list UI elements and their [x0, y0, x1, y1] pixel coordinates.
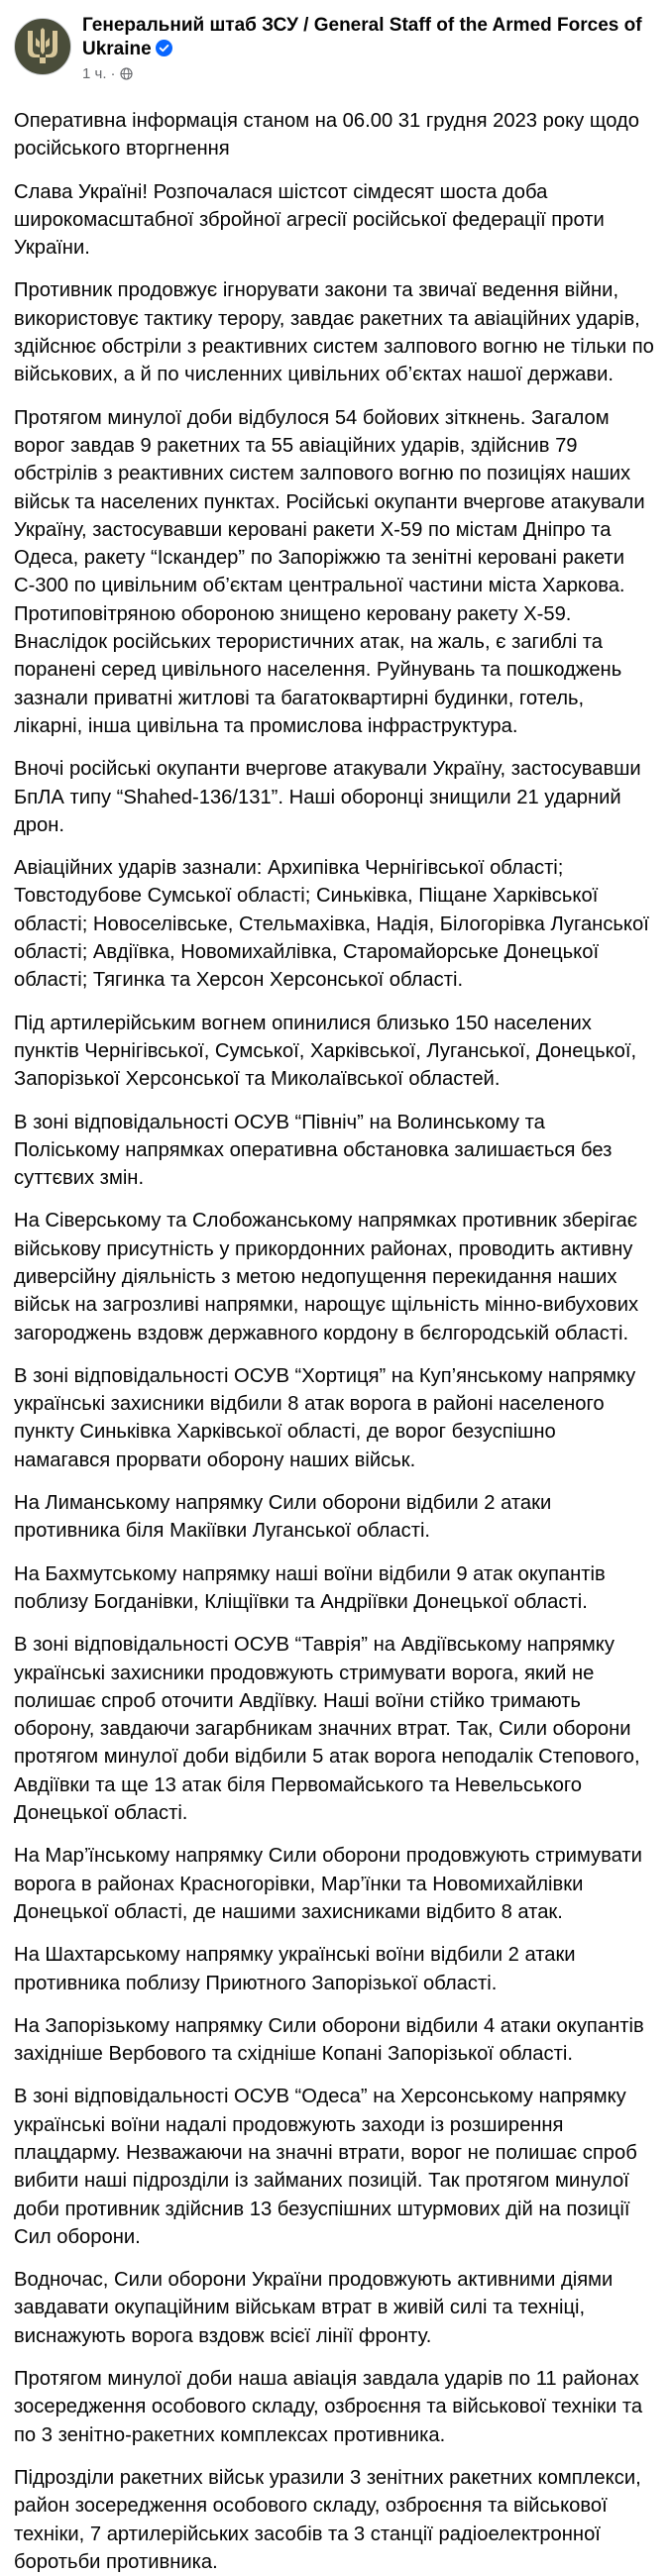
- post-paragraph: Оперативна інформація станом на 06.00 31 грудня 2023 року щодо російського вторгнення: [14, 110, 640, 161]
- post-header: [14, 14, 655, 93]
- post-paragraph: Вночі російські окупанти вчергове атакували Україну, застосувавши БпЛА типу “Shahed-136/131”. Наші оборонці знищили 21 ударний дрон.: [14, 758, 641, 836]
- post-meta: [82, 65, 655, 82]
- post-paragraph: Водночас, Сили оборони України продовжують активними діями завдавати окупаційним військам втрат в живій силі та техніці, виснажують ворога вздовж всієї лінії фронту.: [14, 2269, 614, 2347]
- post-paragraph: Слава Україні! Розпочалася шістсот сімдесят шоста доба широкомасштабної збройної агресії російської федерації проти України.: [14, 180, 605, 260]
- post-paragraph: В зоні відповідальності ОСУВ “Одеса” на Херсонському напрямку українські воїни надалі продовжують заходи із розширення плацдарму. Незважаючи на значні втрати, ворог не полишає спроб вибити наші підрозділи із займаних позицій. Так протягом минулої доби противник здійснив 13 безуспішних штурмових дій на позиції Сил оборони.: [14, 2086, 637, 2248]
- post-paragraph: На Лиманському напрямку Сили оборони відбили 2 атаки противника біля Макіївки Луганської області.: [14, 1492, 552, 1543]
- post-paragraph: В зоні відповідальності ОСУВ “Таврія” на Авдіївському напрямку українські захисники продовжують стримувати ворога, який не полишає спроб оточити Авдіївку. Наші воїни стійко тримають оборону, завдаючи загарбникам значних втрат. Так, Сили оборони протягом минулої доби відбили 5 атак ворога неподалік Степового, Авдіївки та ще 13 атак біля Первомайського та Невельського Донецької області.: [14, 1634, 640, 1825]
- post-paragraph: На Шахтарському напрямку українські воїни відбили 2 атаки противника поблизу Приютного Запорізької області.: [14, 1944, 576, 1994]
- post-paragraph: Протягом минулої доби наша авіація завдала ударів по 11 районах зосередження особового складу, озброєння та військової техніки та по 3 зенітно-ракетних комплексах противника.: [14, 2368, 643, 2446]
- trident-emblem-icon: [26, 28, 59, 65]
- page-name-link[interactable]: Генеральний штаб ЗСУ / General Staff of the Armed Forces of Ukraine: [82, 15, 642, 59]
- header-text: [82, 14, 655, 82]
- post-paragraph: На Сіверському та Слобожанському напрямках противник зберігає військову присутність у прикордонних районах, проводить активну диверсійну діяльність з метою недопущення перекидання наших військ на загрозливі напрямки, нарощує щільність мінно-вибухових загороджень вздовж державного кордону в бєлгородській області.: [14, 1210, 639, 1344]
- avatar[interactable]: [14, 18, 71, 75]
- post-paragraph: На Бахмутському напрямку наші воїни відбили 9 атак окупантів поблизу Богданівки, Кліщіївки та Андріївки Донецької області.: [14, 1562, 606, 1613]
- post-paragraph: Протягом минулої доби відбулося 54 бойових зіткнень. Загалом ворог завдав 9 ракетних та 55 авіаційних ударів, здійснив 79 обстрілів з реактивних систем залпового вогню по позиціях наших військ та населених пунктах. Російські окупанти вчергове атакували Україну, застосувавши керовані ракети Х-59 по містам Дніпро та Одеса, ракету “Іскандер” по Запоріжжю та зенітні керовані ракети С-300 по цивільним об’єктам центральної частини міста Харкова. Протиповітряною обороною знищено керовану ракету Х-59. Внаслідок російських терористичних атак, на жаль, є загиблі та поранені серед цивільного населення. Руйнувань та пошкоджень зазнали приватні житлові та багатоквартирні будинки, готель, лікарні, інша цивільна та промислова інфраструктура.: [14, 406, 645, 737]
- meta-separator: ·: [110, 65, 116, 82]
- post-paragraph: Авіаційних ударів зазнали: Архипівка Чернігівської області; Товстодубове Сумської області; Синьківка, Піщане Харківської області; Новоселівське, Стельмахівка, Надія, Білогорівка Луганської області; Авдіївка, Новомихайлівка, Старомайорське Донецької області; Тягинка та Херсон Херсонської області.: [14, 857, 649, 992]
- post-paragraph: На Запорізькому напрямку Сили оборони відбили 4 атаки окупантів західніше Вербового та східніше Копані Запорізької області.: [14, 2014, 644, 2066]
- post-body: [14, 107, 655, 2576]
- post-paragraph: Підрозділи ракетних військ уразили 3 зенітних ракетних комплекси, район зосередження особового складу, озброєння та військової техніки, 7 артилерійських засобів та 3 станції радіоелектронної боротьби противника.: [14, 2466, 641, 2573]
- post-paragraph: В зоні відповідальності ОСУВ “Північ” на Волинському та Поліському напрямках оперативна обстановка залишається без суттєвих змін.: [14, 1111, 613, 1190]
- post-paragraph: Під артилерійським вогнем опинилися близько 150 населених пунктів Чернігівської, Сумської, Харківської, Луганської, Донецької, Запорізької Херсонської та Миколаївської областей.: [14, 1012, 637, 1091]
- post-paragraph: Противник продовжує ігнорувати закони та звичаї ведення війни, використовує тактику терору, завдає ракетних та авіаційних ударів, здійснює обстріли з реактивних систем залпового вогню не тільки по військових, а й по численних цивільних об’єктах нашої держави.: [14, 279, 654, 386]
- post-paragraph: В зоні відповідальності ОСУВ “Хортиця” на Куп’янському напрямку українські захисники відбили 8 атак ворога в районі населеного пункту Синьківка Харківської області, де ворог безуспішно намагався прорвати оборону наших військ.: [14, 1364, 636, 1471]
- post-paragraph: На Мар’їнському напрямку Сили оборони продовжують стримувати ворога в районах Красногорівки, Мар’їнки та Новомихайлівки Донецької області, де нашими захисниками відбито 8 атак.: [14, 1845, 642, 1923]
- globe-icon[interactable]: [120, 67, 133, 80]
- verified-badge-icon: [156, 40, 172, 56]
- post-timestamp[interactable]: 1 ч.: [82, 65, 107, 82]
